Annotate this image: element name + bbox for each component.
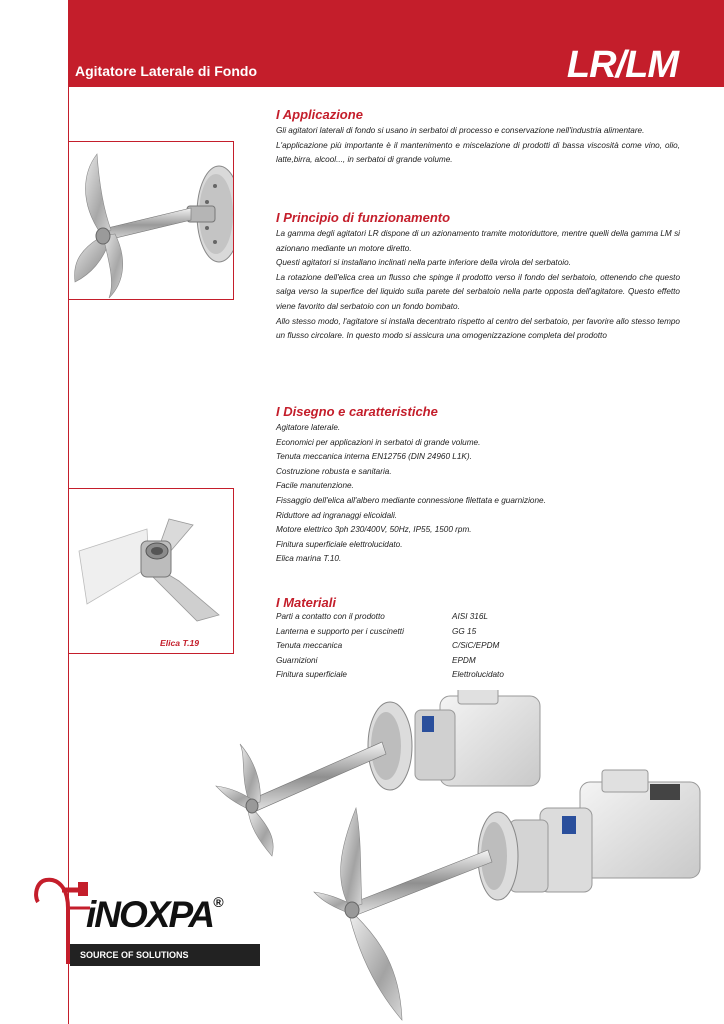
feature-line: Agitatore laterale. [276, 423, 341, 432]
section-title-disegno: I Disegno e caratteristiche [276, 404, 438, 419]
feature-line: Finitura superficiale elettrolucidato. [276, 539, 403, 549]
paragraph: L'applicazione più importante è il mantenimento e miscelazione di prodotti di bassa viscosità come vino, olio, latte,birra, alcool..., in serbatoi di grande volume. [276, 140, 680, 165]
feature-line: Fissaggio dell'elica all'albero mediante connessione filettata e guarnizione. [276, 495, 546, 505]
paragraph: La rotazione dell'elica crea un flusso che spinge il prodotto verso il fondo del serbatoio, ottenendo che questo salga verso la superfice del liquido sulla parete del serbatoio nella parte opposta dell'agitatore. Questo effetto viene favorito dal serbatoio con un fondo bombato. [276, 272, 680, 311]
table-row [276, 627, 504, 642]
logo-wordmark-text: iNOXPA [86, 894, 214, 935]
table-row [276, 670, 504, 685]
material-value: Elettrolucidato [452, 670, 504, 680]
material-part: Finitura superficiale [276, 670, 347, 680]
logo-wordmark [86, 894, 221, 936]
feature-line: Tenuta meccanica interna EN12756 (DIN 24960 L1K). [276, 452, 472, 462]
section-title-principio: I Principio di funzionamento [276, 210, 451, 225]
material-part: Guarnizioni [276, 655, 318, 665]
lr-agitator-photo [314, 770, 700, 1020]
propeller-photo-frame [68, 488, 234, 654]
paragraph: Allo stesso modo, l'agitatore si installa decentrato rispetto al centro del serbatoio, per favorire allo stesso tempo un flusso circolare. In questo modo si assicura una omogenizzazione completa del prodotto [276, 316, 680, 341]
side-agitator-photo [69, 142, 233, 299]
feature-line: Elica marina T.10. [276, 554, 342, 564]
feature-line: Riduttore ad ingranaggi elicoidali. [276, 510, 398, 520]
materials-table [276, 612, 504, 685]
registered-mark: ® [213, 894, 222, 910]
table-row [276, 641, 504, 656]
feature-line: Costruzione robusta e sanitaria. [276, 466, 392, 476]
material-value: AISI 316L [452, 612, 488, 621]
material-part: Lanterna e supporto per i cuscinetti [276, 626, 404, 636]
document-title: Agitatore Laterale di Fondo [75, 63, 258, 79]
paragraph: La gamma degli agitatori LR dispone di un azionamento tramite motoriduttore, mentre quelli della gamma LM si azionano mediante un motore diretto. [276, 229, 680, 253]
material-value: EPDM [452, 655, 476, 665]
feature-line: Motore elettrico 3ph 230/400V, 50Hz, IP55, 1500 rpm. [276, 525, 472, 535]
material-value: C/SiC/EPDM [452, 641, 500, 651]
section-body-principio [276, 227, 680, 344]
section-body-disegno [276, 421, 680, 567]
propeller-caption: Elica T.19 [160, 638, 200, 648]
table-row [276, 612, 504, 627]
feature-line: Economici per applicazioni in serbatoi di grande volume. [276, 437, 481, 447]
material-part: Parti a contatto con il prodotto [276, 612, 385, 621]
table-row [276, 656, 504, 671]
paragraph: Questi agitatori si installano inclinati nella parte inferiore della virola del serbatoio. [276, 258, 571, 268]
section-body-applicazione [276, 124, 680, 168]
paragraph: Gli agitatori laterali di fondo si usano in serbatoi di processo e conservazione nell'industria alimentare. [276, 126, 645, 135]
section-title-materiali: I Materiali [276, 595, 336, 610]
section-title-applicazione: I Applicazione [276, 107, 363, 122]
propeller-t19-photo [69, 489, 233, 639]
feature-line: Facile manutenzione. [276, 481, 354, 491]
agitator-photo-frame [68, 141, 234, 300]
logo-tagline: SOURCE OF SOLUTIONS [70, 944, 260, 966]
material-part: Tenuta meccanica [276, 641, 343, 651]
material-value: GG 15 [452, 626, 477, 636]
product-photos [210, 690, 724, 1024]
model-code: LR/LM [566, 44, 678, 86]
